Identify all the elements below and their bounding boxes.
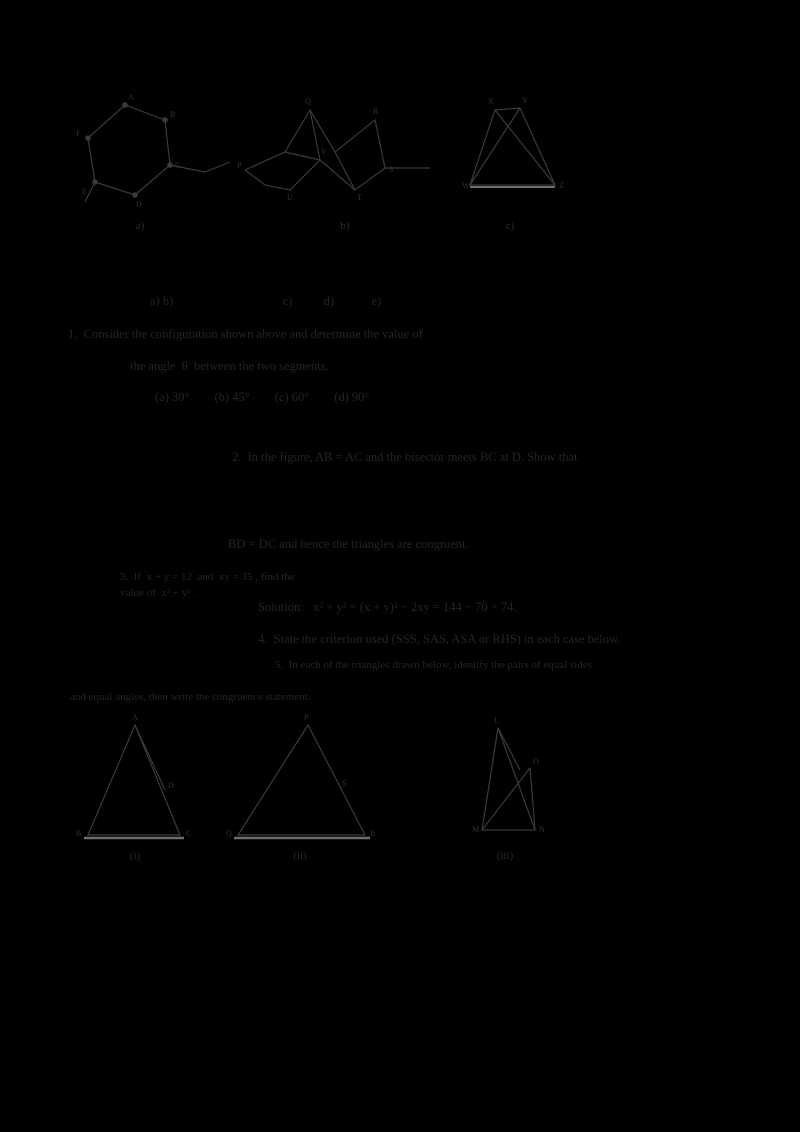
text-line-6: BD = DC and hence the triangles are congruent. — [228, 537, 469, 551]
figure-b-vertex-label: S — [389, 165, 394, 174]
figure-c-vertex-label: Z — [559, 181, 564, 190]
figure-a-vertex-label: C — [175, 161, 181, 170]
triangle-i-vertex-label: D — [168, 781, 174, 790]
triangle-iii-caption: (iii) — [496, 850, 514, 862]
figure-b-vertex-label: V — [321, 147, 327, 156]
figure-b — [235, 90, 445, 232]
text-line-8: Solution: x² + y² = (x + y)² − 2xy = 144 − 70 = 74. — [258, 600, 517, 614]
figure-c — [460, 90, 600, 232]
triangle-iii-vertex-label: M — [472, 825, 480, 834]
triangle-i-caption: (i) — [129, 850, 141, 862]
figure-a-vertex-label: E — [82, 187, 87, 196]
top-figures — [60, 90, 750, 260]
text-line-5: 2. In the figure, AB = AC and the bisector meets BC at D. Show that — [232, 450, 578, 464]
triangle-i-vertex-label: B — [76, 829, 82, 838]
text-line-11: and equal angles, then write the congruence statement. — [70, 691, 311, 703]
triangle-ii-vertex-label: P — [304, 713, 309, 722]
figure-b-caption: b) — [340, 220, 350, 232]
triangle-ii-vertex-label: S — [342, 779, 347, 788]
triangle-ii-vertex-label: Q — [226, 829, 232, 838]
triangle-iii — [420, 710, 570, 862]
text-line-3: the angle θ between the two segments. — [130, 359, 329, 373]
figure-b-vertex-label: T — [357, 193, 362, 202]
text-line-7: 3. If x + y = 12 and xy = 35 , find the value of x² + y² . — [120, 571, 298, 599]
text-line-4: (a) 30° (b) 45° (c) 60° (d) 90° — [155, 390, 370, 404]
figure-b-vertex-label: Q — [305, 97, 311, 106]
triangle-i — [70, 710, 200, 862]
figure-c-vertex-label: W — [462, 181, 470, 190]
figure-c-caption: c) — [505, 220, 515, 232]
text-line-1: a) b) c) d) e) — [150, 294, 382, 308]
triangle-i-vertex-label: C — [186, 829, 192, 838]
triangle-i-vertex-label: A — [132, 713, 138, 722]
figure-c-vertex-label: Y — [522, 96, 528, 105]
triangle-ii — [220, 710, 380, 862]
figure-a-vertex-label: D — [136, 200, 142, 209]
text-line-10: 5. In each of the triangles drawn below, identify the pairs of equal sides — [275, 659, 592, 671]
figure-b-vertex-label: P — [237, 161, 242, 170]
triangle-ii-caption: (ii) — [293, 850, 307, 862]
text-line-2: 1. Consider the configuration shown above and determine the value of — [68, 327, 423, 341]
bottom-figures — [60, 700, 750, 880]
figure-b-vertex-label: R — [373, 107, 379, 116]
figure-a — [70, 90, 240, 232]
figure-c-vertex-label: X — [488, 97, 494, 106]
triangle-iii-vertex-label: L — [494, 716, 499, 725]
triangle-iii-vertex-label: N — [539, 825, 545, 834]
figure-b-vertex-label: U — [287, 193, 293, 202]
figure-a-caption: a) — [135, 220, 145, 232]
text-line-9: 4. State the criterion used (SSS, SAS, ASA or RHS) in each case below. — [258, 632, 621, 646]
figure-a-vertex-label: A — [128, 93, 134, 102]
triangle-ii-vertex-label: R — [370, 829, 376, 838]
triangle-iii-vertex-label: O — [533, 757, 539, 766]
figure-a-vertex-label: F — [76, 129, 81, 138]
figure-a-vertex-label: B — [170, 110, 176, 119]
